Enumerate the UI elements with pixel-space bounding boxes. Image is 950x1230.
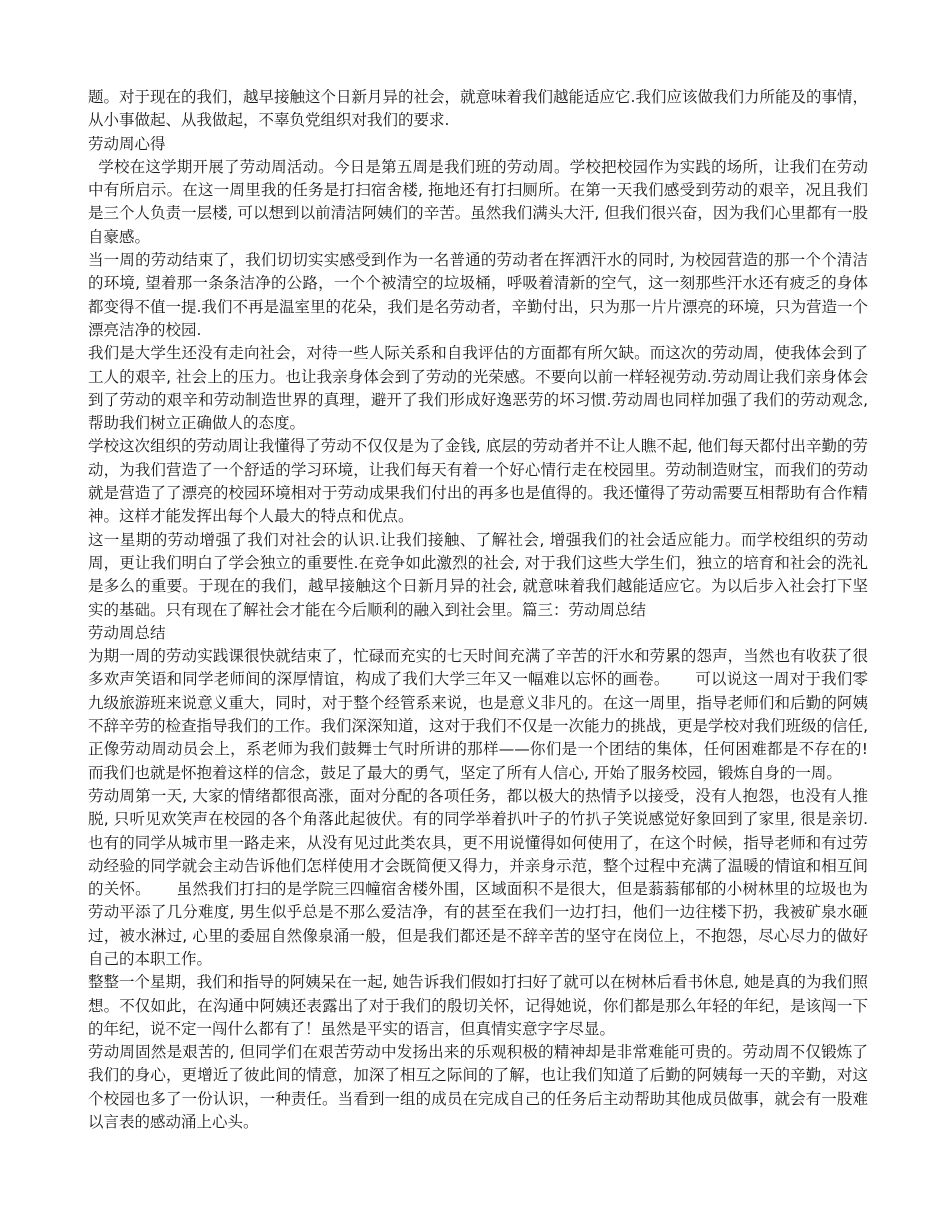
paragraph: 为期一周的劳动实践课很快就结束了，忙碌而充实的七天时间充满了辛苦的汗水和劳累的怨声，当然也有收获了很多欢声笑语和同学老师间的深厚情谊，构成了我们大学三年又一幅难以忘怀的画卷。 可以说这一周对于我们零九级旅游班来说意义重大，同时，对于整个经管系来说，也是意义非凡的。在这一周里，指导老师们和后勤的阿姨不辞辛劳的检查指导我们的工作。我们深深知道，这对于我们不仅是一次能力的挑战，更是学校对我们班级的信任, 正像劳动周动员会上，系老师为我们鼓舞士气时所讲的那样——你们是一个团结的集体，任何困难都是不存在的! 而我们也就是怀抱着这样的信念，鼓足了最大的勇气，坚定了所有人信心, 开始了服务校园，锻炼自身的一周。 xyxy=(88,647,873,782)
paragraph: 学校这次组织的劳动周让我懂得了劳动不仅仅是为了金钱, 底层的劳动者并不让人瞧不起, 他们每天都付出辛勤的劳动，为我们营造了一个舒适的学习环境，让我们每天有着一个好心情行走在校园里。劳动制造财宝，而我们的劳动就是营造了了漂亮的校园环境相对于劳动成果我们付出的再多也是值得的。我还懂得了劳动需要互相帮助有合作精神。这样才能发挥出每个人最大的特点和优点。 xyxy=(88,437,868,526)
document-body xyxy=(88,86,873,1134)
paragraph: 劳动周第一天, 大家的情绪都很高涨，面对分配的各项任务，都以极大的热情予以接受，没有人抱怨，也没有人推脱, 只听见欢笑声在校园的各个角落此起彼伏。有的同学举着扒叶子的竹扒子笑说感觉好象回到了家里, 很是亲切.也有的同学从城市里一路走来，从没有见过此类农具，更不用说懂得如何使用了，在这个时候，指导老师和有过劳动经验的同学就会主动告诉他们怎样使用才会既简便又得力，并亲身示范，整个过程中充满了温暖的情谊和相互间的关怀。 虽然我们打扫的是学院三四幢宿舍楼外围，区域面积不是很大，但是蓊蓊郁郁的小树林里的垃圾也为劳动平添了几分难度, 男生似乎总是不那么爱洁净，有的甚至在我们一边打扫，他们一边往楼下扔，我被矿泉水砸过，被水淋过, 心里的委屈自然像泉涌一般，但是我们都还是不辞辛苦的坚守在岗位上，不抱怨，尽心尽力的做好自己的本职工作。 xyxy=(88,786,868,968)
intro-paragraph: 题。对于现在的我们，越早接触这个日新月异的社会，就意味着我们越能适应它.我们应该做我们力所能及的事情，从小事做起、从我做起，不辜负党组织对我们的要求. xyxy=(88,88,868,130)
paragraph: 当一周的劳动结束了，我们切切实实感受到作为一名普通的劳动者在挥洒汗水的同时, 为校园营造的那一个个清洁的环境, 望着那一条条洁净的公路，一个个被清空的垃圾桶，呼吸着清新的空气，这一刻那些汗水还有疲乏的身体都变得不值一提.我们不再是温室里的花朵，我们是名劳动者，辛勤付出，只为那一片片漂亮的环境，只为营造一个漂亮洁净的校园. xyxy=(88,251,868,339)
paragraph: 我们是大学生还没有走向社会，对待一些人际关系和自我评估的方面都有所欠缺。而这次的劳动周，使我体会到了工人的艰辛, 社会上的压力。也让我亲身体会到了劳动的光荣感。不要向以前一样轻视劳动.劳动周让我们亲身体会到了劳动的艰辛和劳动制造世界的真理，避开了我们形成好逸恶劳的坏习惯.劳动周也同样加强了我们的劳动观念, 帮助我们树立正确做人的态度。 xyxy=(88,344,868,433)
paragraph: 学校在这学期开展了劳动周活动。今日是第五周是我们班的劳动周。学校把校园作为实践的场所，让我们在劳动中有所启示。在这一周里我的任务是打扫宿舍楼, 拖地还有打扫厕所。在第一天我们感受到劳动的艰辛，况且我们是三个人负责一层楼, 可以想到以前清洁阿姨们的辛苦。虽然我们满头大汗, 但我们很兴奋，因为我们心里都有一股自豪感。 xyxy=(88,157,868,246)
section-heading-labor-week-summary: 劳动周总结 xyxy=(88,623,166,642)
section-heading-labor-week-reflections: 劳动周心得 xyxy=(88,134,166,153)
paragraph: 劳动周固然是艰苦的, 但同学们在艰苦劳动中发扬出来的乐观积极的精神却是非常难能可贵的。劳动周不仅锻炼了我们的身心，更增近了彼此间的情意，加深了相互之际间的了解，也让我们知道了后勤的阿姨每一天的辛勤，对这个校园也多了一份认识，一种责任。当看到一组的成员在完成自己的任务后主动帮助其他成员做事，就会有一股难以言表的感动涌上心头。 xyxy=(88,1043,868,1132)
paragraph: 这一星期的劳动增强了我们对社会的认识.让我们接触、了解社会, 增强我们的社会适应能力。而学校组织的劳动周，更让我们明白了学会独立的重要性.在竞争如此激烈的社会, 对于我们这些大学生们，独立的培育和社会的洗礼是多么的重要。于现在的我们，越早接触这个日新月异的社会, 就意味着我们越能适应它。为以后步入社会打下坚实的基础。只有现在了解社会才能在今后顺利的融入到社会里。篇三：劳动周总结 xyxy=(88,530,868,619)
paragraph: 整整一个星期，我们和指导的阿姨呆在一起, 她告诉我们假如打扫好了就可以在树林后看书休息, 她是真的为我们照想。不仅如此，在沟通中阿姨还表露出了对于我们的殷切关怀，记得她说，你们都是那么年轻的年纪，是该闯一下的年纪，说不定一闯什么都有了！虽然是平实的语言，但真情实意字字尽显。 xyxy=(88,973,868,1038)
